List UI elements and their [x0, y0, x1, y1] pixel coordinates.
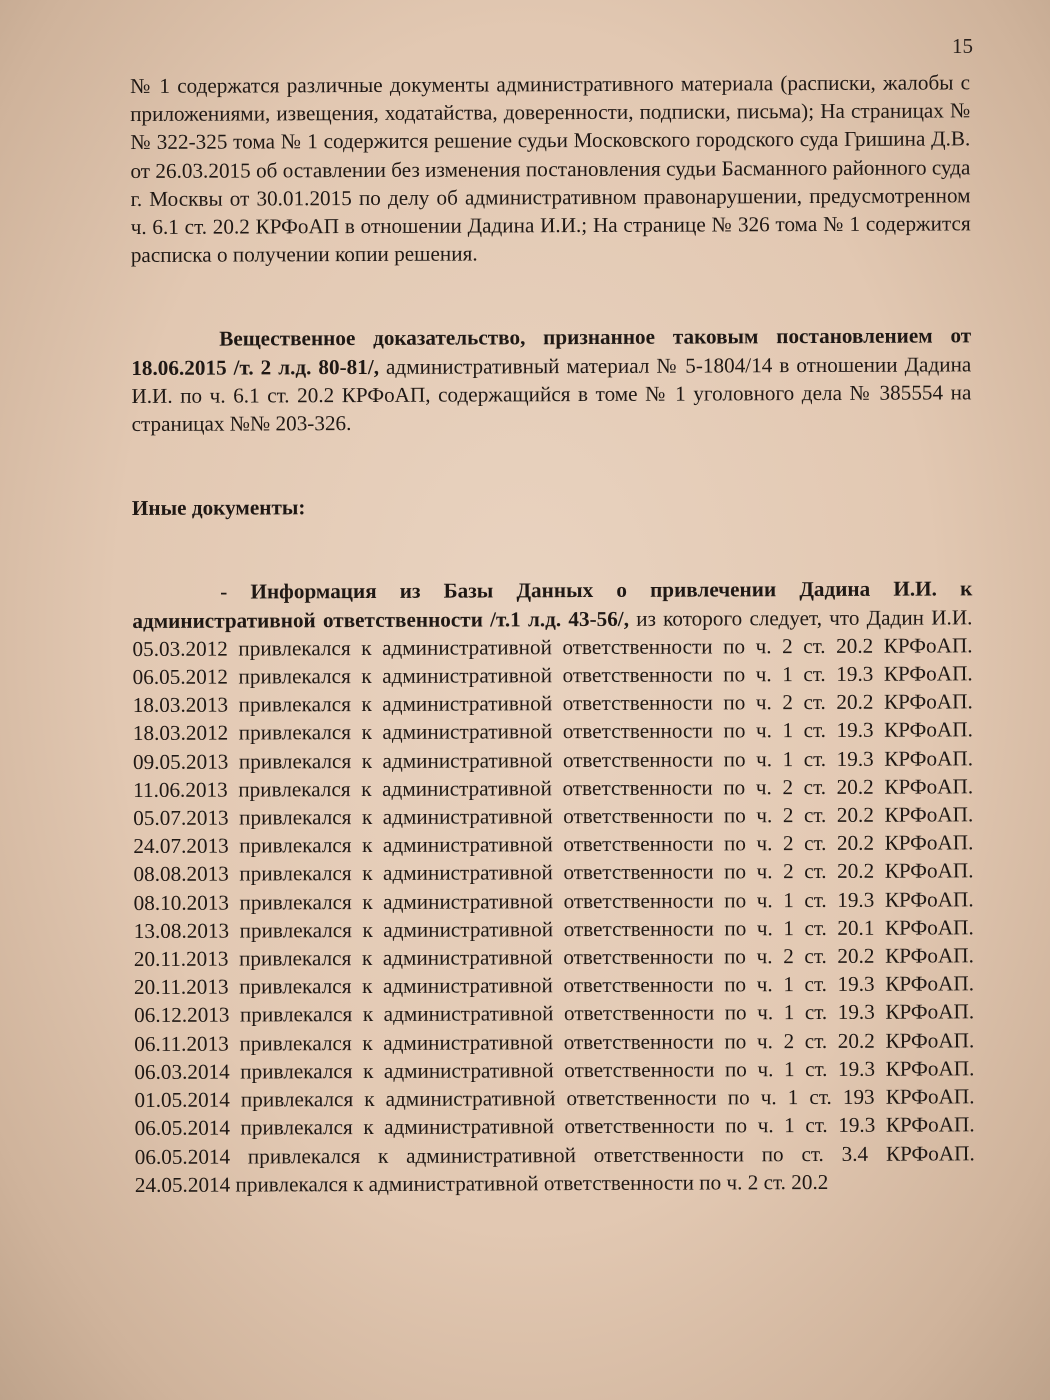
- document-body: [130, 68, 975, 1199]
- paragraph-spacer: [132, 435, 972, 495]
- info-body-text: из которого следует, что Дадин И.И. 05.03.2012 привлекался к административной ответственности по ч. 2 ст. 20.2 КРФоАП. 06.05.2012 привлекался к административной ответственности по ч. 1 ст. 19.3 КРФоАП. 18.03.2013 привлекался к административной ответственности по ч. 2 ст. 20.2 КРФоАП. 18.03.2012 привлекался к административной ответственности по ч. 1 ст. 19.3 КРФоАП. 09.05.2013 привлекался к административной ответственности по ч. 1 ст. 19.3 КРФоАП. 11.06.2013 привлекался к административной ответственности по ч. 2 ст. 20.2 КРФоАП. 05.07.2013 привлекался к административной ответственности по ч. 2 ст. 20.2 КРФоАП. 24.07.2013 привлекался к административной ответственности по ч. 2 ст. 20.2 КРФоАП. 08.08.2013 привлекался к административной ответственности по ч. 2 ст. 20.2 КРФоАП. 08.10.2013 привлекался к административной ответственности по ч. 1 ст. 19.3 КРФоАП. 13.08.2013 привлекался к административной ответственности по ч. 1 ст. 20.1 КРФоАП. 20.11.2013 привлекался к административной ответственности по ч. 2 ст. 20.2 КРФоАП. 20.11.2013 привлекался к административной ответственности по ч. 1 ст. 19.3 КРФоАП. 06.12.2013 привлекался к административной ответственности по ч. 1 ст. 19.3 КРФоАП. 06.11.2013 привлекался к административной ответственности по ч. 2 ст. 20.2 КРФоАП. 06.03.2014 привлекался к административной ответственности по ч. 1 ст. 19.3 КРФоАП. 01.05.2014 привлекался к административной ответственности по ч. 1 ст. 193 КРФоАП. 06.05.2014 привлекался к административной ответственности по ч. 1 ст. 19.3 КРФоАП. 06.05.2014 привлекался к административной ответственности по ст. 3.4 КРФоАП. 24.05.2014 привлекался к административной ответственности по ч. 2 ст. 20.2: [132, 604, 975, 1197]
- evidence-bold-text: Вещественное доказательство, признанное таковым постановлением от 18.06.2015 /т. 2 л.д. 80-81/,: [131, 323, 972, 380]
- info-bold-text: - Информация из Базы Данных о привлечении Дадина И.И. к административной ответственности /т.1 л.д. 43-56/,: [132, 576, 973, 633]
- paragraph-spacer: [132, 519, 972, 579]
- section-heading-other-documents: Иные документы:: [131, 495, 306, 521]
- paragraph-spacer: [131, 266, 971, 326]
- page-number: 15: [952, 34, 973, 58]
- paragraph-database-information: [132, 575, 975, 1199]
- paragraph-case-materials: № 1 содержатся различные документы административного материала (расписки, жалобы с приложениями, извещения, ходатайства, доверенности, подписки, письма); На страницах №№ 322-325 тома № 1 содержится решение судьи Московского городского суда Гришина Д.В. от 26.03.2015 об оставлении без изменения постановления судьи Басманного районного суда г. Москвы от 30.01.2015 по делу об административном правонарушении, предусмотренном ч. 6.1 ст. 20.2 КРФоАП в отношении Дадина И.И.; На странице № 326 тома № 1 содержится расписка о получении копии решения.: [130, 70, 971, 268]
- evidence-body-text: административный материал № 5-1804/14 в отношении Дадина И.И. по ч. 6.1 ст. 20.2 КРФоАП, содержащийся в томе № 1 уголовного дела № 385554 на страницах №№ 203-326.: [131, 351, 972, 437]
- paragraph-physical-evidence: [131, 322, 971, 438]
